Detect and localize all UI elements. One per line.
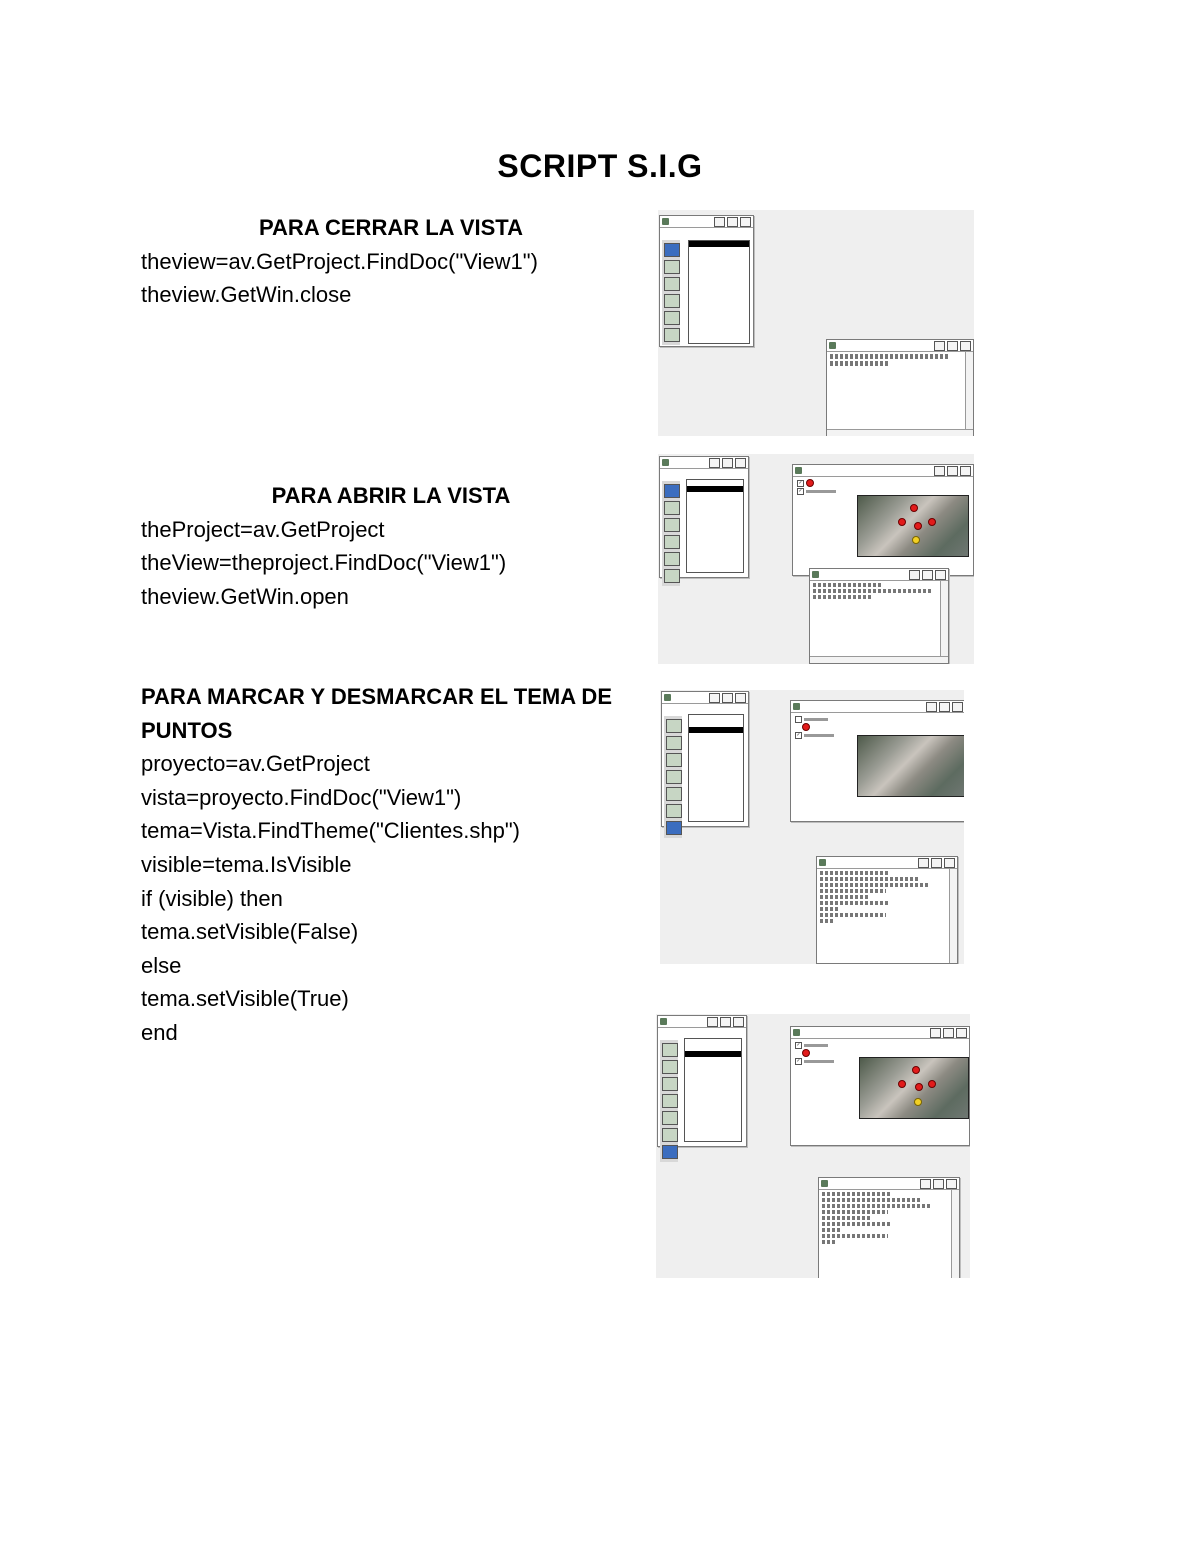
script-window <box>816 856 958 964</box>
script-window <box>818 1177 960 1278</box>
document-type-toolbar <box>662 481 680 586</box>
project-window <box>659 215 754 347</box>
document-type-toolbar <box>660 1040 678 1162</box>
screenshot-open-view <box>658 454 974 664</box>
code-line: theview=av.GetProject.FindDoc("View1") <box>141 248 538 274</box>
section-heading-continued: PUNTOS <box>141 717 233 743</box>
code-line: theView=theproject.FindDoc("View1") <box>141 550 507 576</box>
satellite-map <box>857 495 969 557</box>
document-list <box>688 240 750 344</box>
document-title: SCRIPT S.I.G <box>497 148 703 184</box>
table-of-contents: ✓ ✓ <box>797 479 836 495</box>
section-abrir-vista <box>141 479 641 613</box>
project-window <box>659 456 749 578</box>
code-line: theview.GetWin.open <box>141 583 349 609</box>
view-window <box>790 700 964 822</box>
document-type-toolbar <box>664 716 682 838</box>
document-list <box>684 1038 742 1142</box>
screenshot-toggle-theme <box>660 690 964 964</box>
screenshot-toggle-theme-result <box>656 1014 970 1278</box>
document-list <box>686 479 744 573</box>
satellite-map <box>857 735 964 797</box>
code-line: end <box>141 1019 178 1045</box>
code-line: theProject=av.GetProject <box>141 516 385 542</box>
document-list <box>688 714 744 822</box>
section-cerrar-vista <box>141 211 641 312</box>
section-heading: PARA MARCAR Y DESMARCAR EL TEMA DE <box>141 684 612 709</box>
document-type-toolbar <box>662 240 680 345</box>
section-marcar-desmarcar <box>141 680 641 1050</box>
project-window <box>661 691 749 827</box>
project-window <box>657 1015 747 1147</box>
code-line: tema.setVisible(True) <box>141 986 349 1012</box>
section-heading: PARA CERRAR LA VISTA <box>259 215 523 240</box>
satellite-map <box>859 1057 969 1119</box>
script-window <box>826 339 974 436</box>
script-window <box>809 568 949 664</box>
screenshot-close-view <box>658 210 974 436</box>
code-line: else <box>141 952 182 978</box>
code-line: vista=proyecto.FindDoc("View1") <box>141 784 462 810</box>
code-line: visible=tema.IsVisible <box>141 851 352 877</box>
code-line: theview.GetWin.close <box>141 282 352 308</box>
table-of-contents: ✓ ✓ <box>795 1041 834 1065</box>
code-line: proyecto=av.GetProject <box>141 751 370 777</box>
table-of-contents: ✓ <box>795 715 834 739</box>
code-line: tema.setVisible(False) <box>141 919 359 945</box>
code-line: if (visible) then <box>141 885 283 911</box>
view-window <box>792 464 974 576</box>
view-window <box>790 1026 970 1146</box>
code-line: tema=Vista.FindTheme("Clientes.shp") <box>141 818 520 844</box>
section-heading: PARA ABRIR LA VISTA <box>271 483 511 508</box>
